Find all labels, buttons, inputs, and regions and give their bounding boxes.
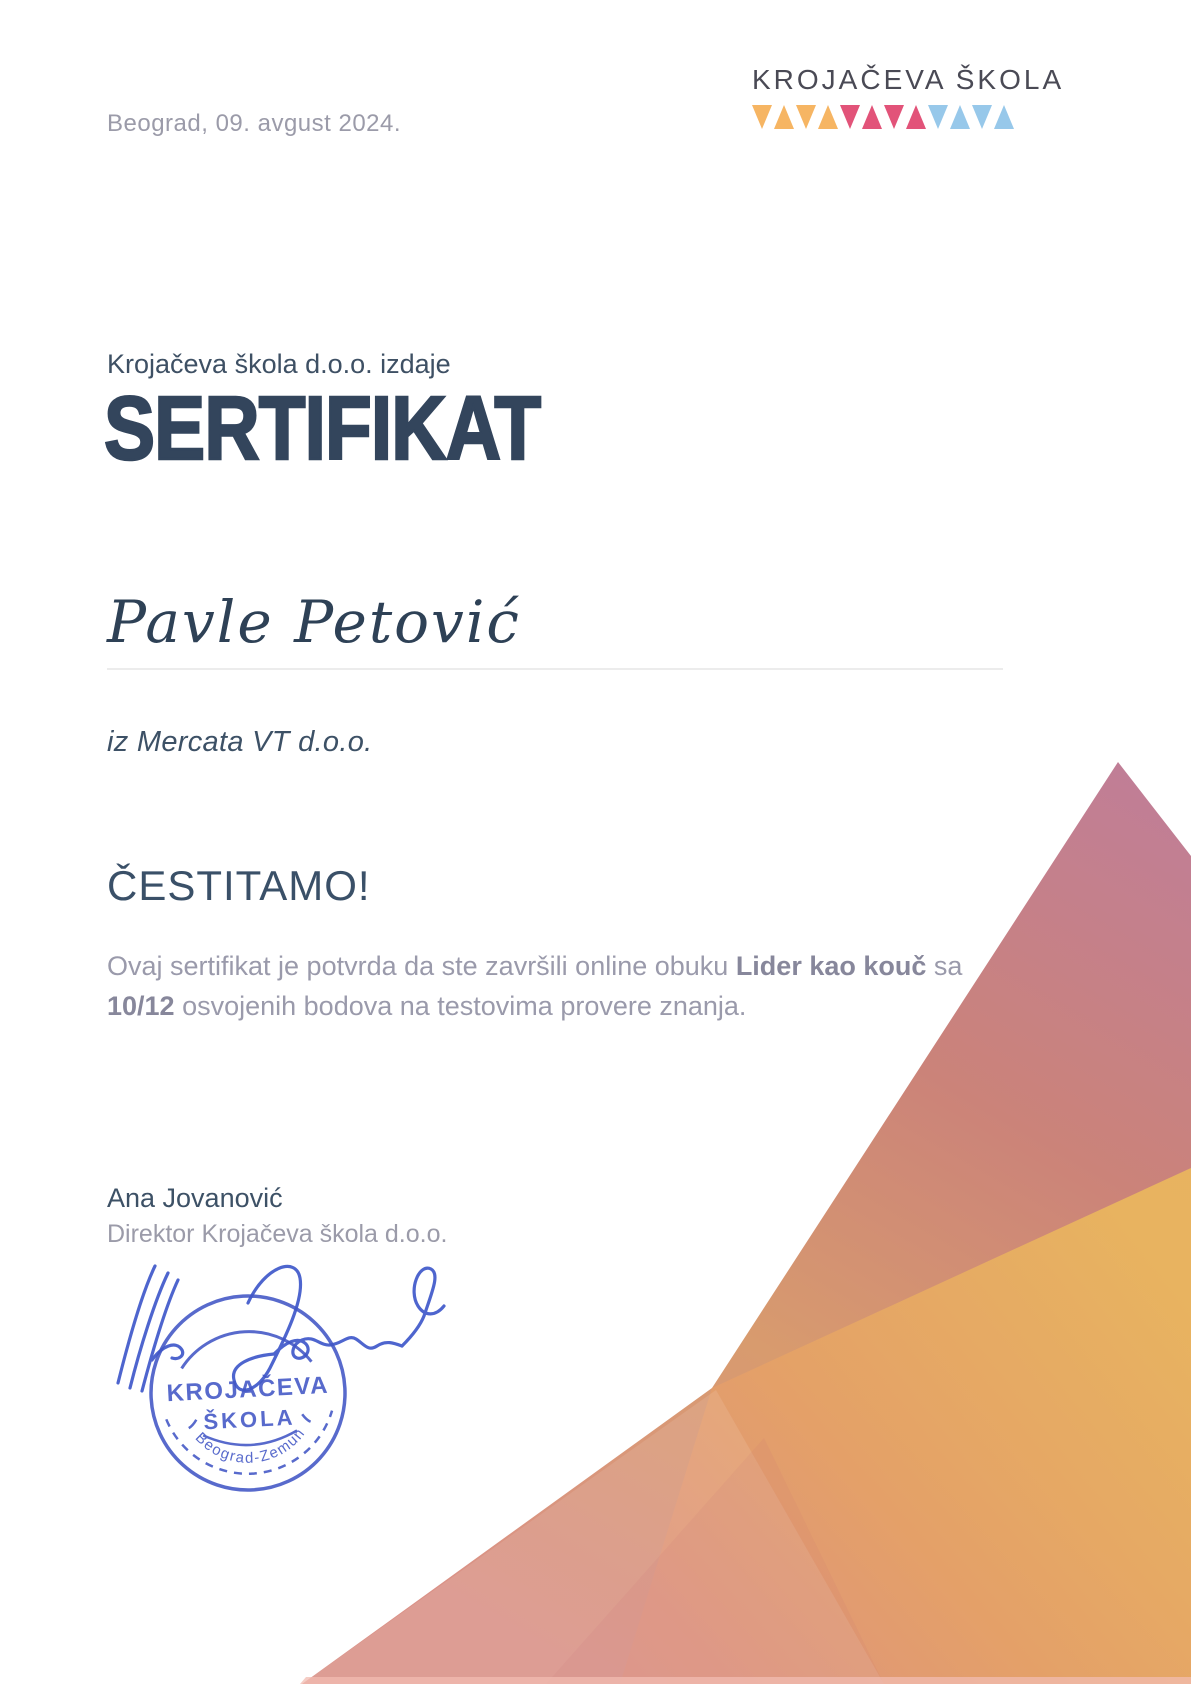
paragraph-intro: Ovaj sertifikat je potvrda da ste završili online obuku (107, 951, 736, 981)
certificate-title: SERTIFIKAT (104, 379, 541, 479)
course-name: Lider kao kouč (735, 951, 927, 981)
issuer-line: Krojačeva škola d.o.o. izdaje (107, 349, 451, 379)
paragraph-mid: sa (926, 951, 963, 981)
congrats-paragraph (107, 946, 1007, 1026)
signatory-role: Direktor Krojačeva škola d.o.o. (107, 1220, 448, 1248)
logo (752, 64, 1082, 131)
paragraph-outro: osvojenih bodova na testovima provere znanja. (174, 991, 747, 1021)
logo-text: KROJAČEVA ŠKOLA (752, 64, 1065, 95)
stamp-line2: ŠKOLA (202, 1404, 296, 1435)
name-underline (107, 668, 1003, 670)
score-value: 10/12 (107, 991, 175, 1021)
stamp-arc-text: Beograd-Zemun (191, 1424, 309, 1467)
recipient-name: Pavle Petović (107, 588, 521, 656)
date-text: Beograd, 09. avgust 2024. (107, 110, 402, 137)
company-stamp (143, 1285, 353, 1503)
logo-triangles-icon (752, 105, 1014, 131)
stamp-line1: KROJAČEVA (166, 1371, 330, 1408)
congrats-heading: ČESTITAMO! (107, 862, 371, 909)
recipient-company: iz Mercata VT d.o.o. (107, 726, 373, 758)
signatory-name: Ana Jovanović (107, 1183, 283, 1213)
